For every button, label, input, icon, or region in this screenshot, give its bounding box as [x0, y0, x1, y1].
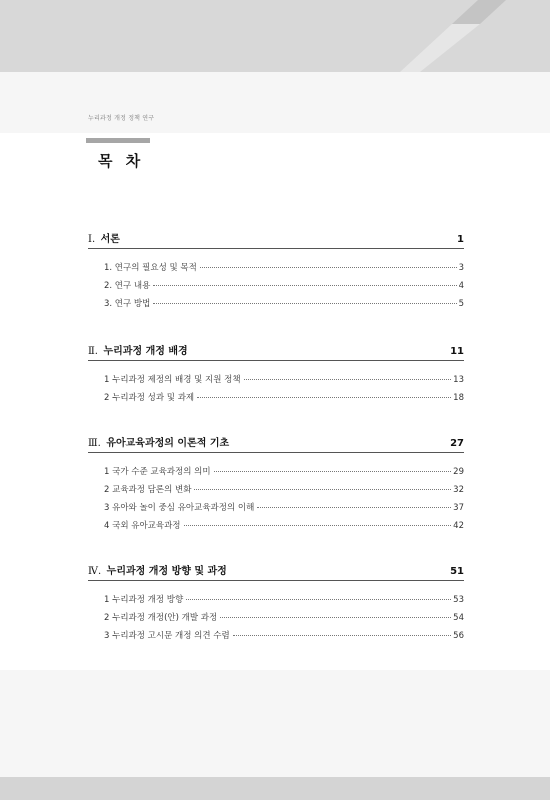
toc-entry[interactable] [104, 279, 464, 297]
chapter-number: Ⅱ. [88, 346, 98, 357]
chapter-page: 27 [450, 438, 464, 449]
entry-page: 3 [458, 263, 464, 273]
leader-dots [257, 507, 451, 508]
entry-label: 1 누리과정 개정 방향 [104, 595, 184, 605]
leader-dots [197, 397, 451, 398]
toc-entry[interactable] [104, 593, 464, 611]
entry-page: 29 [453, 467, 464, 477]
leader-dots [184, 525, 452, 526]
entry-label: 1. 연구의 필요성 및 목적 [104, 263, 197, 273]
entry-label: 4 국외 유아교육과정 [104, 521, 181, 531]
toc-entry[interactable] [104, 261, 464, 279]
toc-entry[interactable] [104, 391, 464, 409]
toc-chapter [88, 565, 464, 647]
entry-label: 3. 연구 방법 [104, 299, 151, 309]
toc-entry[interactable] [104, 297, 464, 315]
bottom-band [0, 777, 550, 800]
entry-page: 53 [453, 595, 464, 605]
chapter-page: 51 [450, 566, 464, 577]
entry-page: 37 [453, 503, 464, 513]
toc-entry[interactable] [104, 465, 464, 483]
toc-entry[interactable] [104, 373, 464, 391]
toc-entry[interactable] [104, 611, 464, 629]
leader-dots [214, 471, 452, 472]
chapter-number: Ⅳ. [88, 566, 102, 577]
corner-decoration [400, 0, 550, 72]
entry-page: 4 [458, 281, 464, 291]
entry-label: 1 국가 수준 교육과정의 의미 [104, 467, 211, 477]
page-title: 목 차 [98, 152, 145, 170]
title-accent-bar [86, 138, 150, 143]
leader-dots [186, 599, 451, 600]
leader-dots [233, 635, 452, 636]
leader-dots [153, 303, 456, 304]
toc-chapter [88, 437, 464, 537]
toc-entry[interactable] [104, 629, 464, 647]
chapter-title: 누리과정 개정 배경 [103, 346, 188, 357]
leader-dots [200, 267, 457, 268]
chapter-heading[interactable] [88, 565, 464, 581]
leader-dots [220, 617, 451, 618]
chapter-number: Ⅲ. [88, 438, 101, 449]
toc-entry[interactable] [104, 483, 464, 501]
entry-label: 2 교육과정 담론의 변화 [104, 485, 192, 495]
entry-page: 5 [458, 299, 464, 309]
chapter-title: 누리과정 개정 방향 및 과정 [106, 566, 227, 577]
entry-page: 13 [453, 375, 464, 385]
entry-label: 3 유아와 놀이 중심 유아교육과정의 이해 [104, 503, 255, 513]
running-head: 누리과정 개정 정책 연구 [88, 115, 155, 122]
entry-label: 1 누리과정 제정의 배경 및 지원 정책 [104, 375, 241, 385]
entry-page: 56 [453, 631, 464, 641]
chapter-title: 서론 [100, 234, 120, 245]
toc-entry[interactable] [104, 519, 464, 537]
chapter-number: Ⅰ. [88, 234, 96, 245]
toc-entry[interactable] [104, 501, 464, 519]
entry-label: 3 누리과정 고시문 개정 의견 수렴 [104, 631, 230, 641]
entry-label: 2. 연구 내용 [104, 281, 151, 291]
leader-dots [153, 285, 456, 286]
chapter-heading[interactable] [88, 437, 464, 453]
entry-page: 32 [453, 485, 464, 495]
chapter-heading[interactable] [88, 233, 464, 249]
toc-chapter [88, 233, 464, 315]
entry-label: 2 누리과정 성과 및 과제 [104, 393, 195, 403]
entry-page: 54 [453, 613, 464, 623]
entry-label: 2 누리과정 개정(안) 개발 과정 [104, 613, 218, 623]
chapter-page: 11 [450, 346, 464, 357]
toc-chapter [88, 345, 464, 409]
chapter-page: 1 [457, 234, 464, 245]
entry-page: 42 [453, 521, 464, 531]
chapter-heading[interactable] [88, 345, 464, 361]
chapter-title: 유아교육과정의 이론적 기초 [106, 438, 230, 449]
entry-page: 18 [453, 393, 464, 403]
leader-dots [194, 489, 451, 490]
leader-dots [244, 379, 452, 380]
